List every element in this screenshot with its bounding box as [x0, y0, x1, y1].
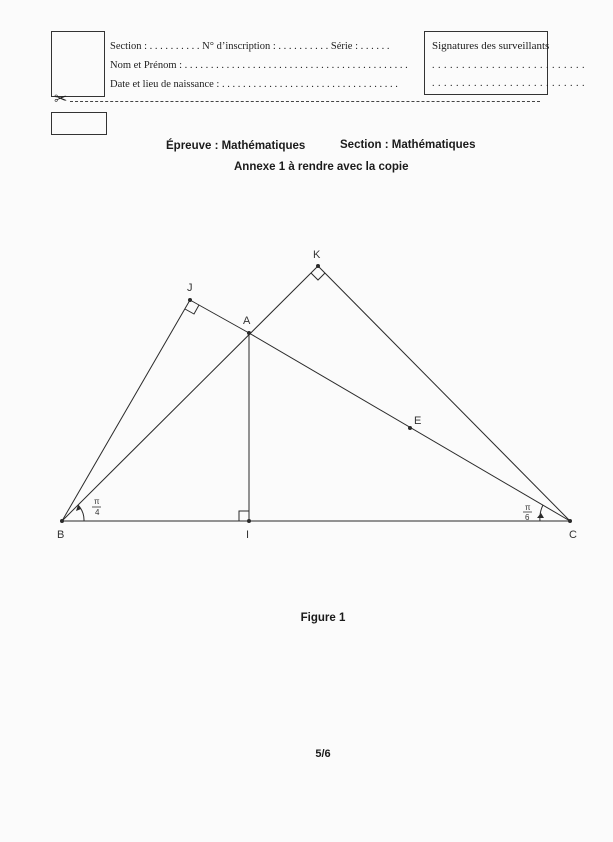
segment-BJ	[62, 300, 190, 521]
right-angle-K	[311, 273, 325, 280]
annexe-title: Annexe 1 à rendre avec la copie	[234, 161, 409, 173]
right-angle-I	[239, 511, 249, 521]
epreuve-title: Épreuve : Mathématiques	[166, 140, 306, 152]
name-line: Nom et Prénom : . . . . . . . . . . . . . . . . . . . . . . . . . . . . . . . . . . . . . . . . . . .	[110, 60, 408, 71]
section-title: Section : Mathématiques	[340, 139, 476, 151]
point-J	[188, 298, 192, 302]
segment-BK	[62, 266, 318, 521]
point-B	[60, 519, 64, 523]
section-line: Section : . . . . . . . . . . N° d’inscription : . . . . . . . . . . Série : . . . . . .	[110, 41, 390, 52]
birth-line: Date et lieu de naissance : . . . . . . . . . . . . . . . . . . . . . . . . . . . . . . . . . .	[110, 79, 398, 90]
signatures-title: Signatures des surveillants	[432, 40, 550, 52]
angle-arc-C	[540, 505, 543, 521]
angle-C-den: 6	[525, 513, 530, 522]
page-number: 5/6	[315, 748, 331, 760]
label-E: E	[414, 415, 422, 427]
point-A	[247, 331, 251, 335]
angle-B-den: 4	[95, 508, 100, 517]
label-A: A	[243, 315, 251, 327]
point-E	[408, 426, 412, 430]
label-B: B	[57, 529, 65, 541]
angle-C-num: π	[525, 503, 531, 512]
label-K: K	[313, 249, 321, 261]
label-C: C	[569, 529, 577, 541]
angle-B-num: π	[94, 497, 100, 506]
point-K	[316, 264, 320, 268]
scissors-icon: ✂	[54, 91, 68, 108]
angle-arrow-C	[537, 513, 544, 518]
label-I: I	[246, 529, 250, 541]
point-C	[568, 519, 572, 523]
right-angle-J	[185, 305, 199, 314]
signatures-dots-1: . . . . . . . . . . . . . . . . . . . . . . . . . .	[432, 60, 585, 71]
segment-KC	[318, 266, 570, 521]
figure-caption: Figure 1	[300, 612, 346, 624]
label-J: J	[187, 282, 193, 294]
signatures-dots-2: . . . . . . . . . . . . . . . . . . . . . . . . . .	[432, 78, 585, 89]
point-I	[247, 519, 251, 523]
